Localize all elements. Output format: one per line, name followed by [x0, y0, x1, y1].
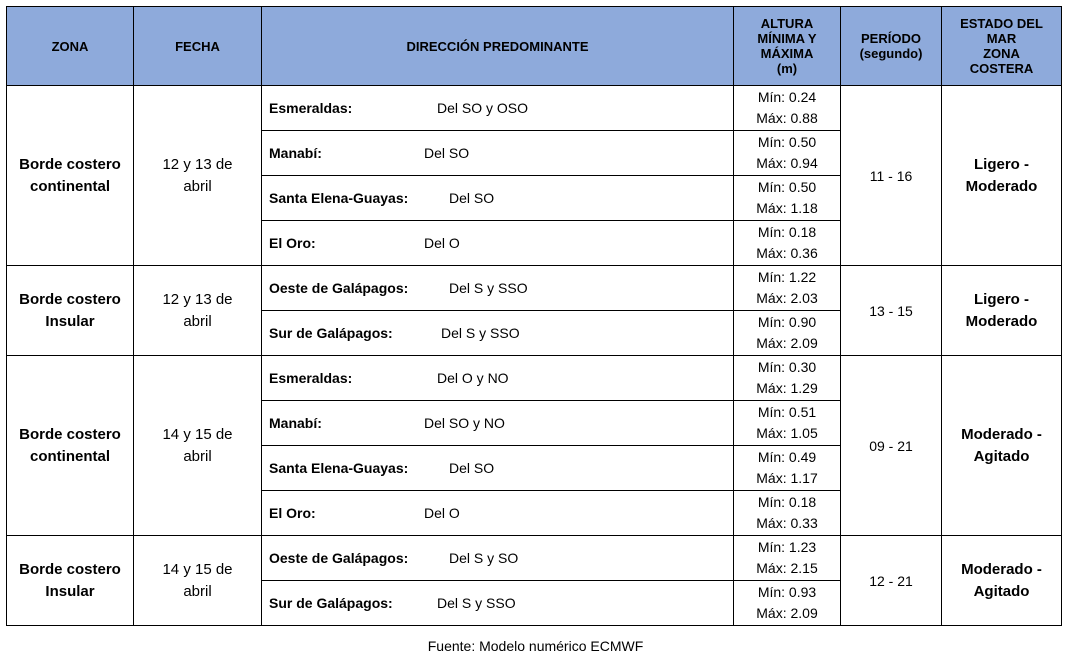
- header-direccion: DIRECCIÓN PREDOMINANTE: [262, 7, 734, 86]
- header-altura-line: MÍNIMA Y: [757, 31, 817, 46]
- place-name: Oeste de Galápagos:: [269, 280, 409, 296]
- place-name: Sur de Galápagos:: [269, 325, 393, 341]
- height-cell: [734, 86, 841, 131]
- header-zona: ZONA: [7, 7, 134, 86]
- direction-cell: [262, 401, 734, 446]
- header-estado-line: ESTADO DEL: [960, 16, 1043, 31]
- height-cell: [734, 131, 841, 176]
- date-line: 14 y 15 de: [162, 425, 233, 443]
- sea-state-line: Moderado: [965, 312, 1038, 330]
- place-name: Manabí:: [269, 145, 322, 161]
- date-cell: [134, 536, 262, 626]
- direction-cell: [262, 86, 734, 131]
- place-name: Esmeraldas:: [269, 100, 353, 116]
- source-caption: Fuente: Modelo numérico ECMWF: [427, 638, 644, 654]
- height-min: Mín: 0.93: [757, 584, 817, 600]
- period-cell: 13 - 15: [841, 266, 942, 356]
- direction-cell: [262, 176, 734, 221]
- direction-cell: [262, 536, 734, 581]
- sea-state-line: Agitado: [973, 582, 1030, 600]
- place-name: Sur de Galápagos:: [269, 595, 393, 611]
- direction-value: Del SO y NO: [424, 415, 505, 431]
- direction-cell: [262, 131, 734, 176]
- height-max: Máx: 1.17: [756, 470, 818, 486]
- height-max: Máx: 2.09: [756, 335, 818, 351]
- header-estado-line: COSTERA: [969, 61, 1034, 76]
- height-cell: [734, 221, 841, 266]
- zone-line: Insular: [45, 312, 95, 330]
- date-line: abril: [183, 177, 212, 195]
- sea-state-cell: [942, 536, 1062, 626]
- zone-line: Borde costero: [19, 290, 121, 308]
- direction-cell: [262, 356, 734, 401]
- height-min: Mín: 0.18: [757, 224, 817, 240]
- height-cell: [734, 176, 841, 221]
- period-cell: 09 - 21: [841, 356, 942, 536]
- period-cell: 12 - 21: [841, 536, 942, 626]
- place-name: Santa Elena-Guayas:: [269, 460, 409, 476]
- direction-value: Del S y SO: [449, 550, 519, 566]
- direction-value: Del O: [424, 505, 460, 521]
- place-name: Oeste de Galápagos:: [269, 550, 409, 566]
- direction-value: Del S y SSO: [449, 280, 528, 296]
- sea-state-line: Agitado: [973, 447, 1030, 465]
- zone-line: continental: [29, 447, 110, 465]
- table-body: [7, 86, 1062, 626]
- table-row: [7, 266, 1062, 311]
- table-row: [7, 86, 1062, 131]
- header-altura-line: MÁXIMA: [760, 46, 814, 61]
- sea-state-cell: [942, 86, 1062, 266]
- height-max: Máx: 1.05: [756, 425, 818, 441]
- height-cell: [734, 401, 841, 446]
- height-max: Máx: 0.36: [756, 245, 818, 261]
- height-max: Máx: 0.94: [756, 155, 818, 171]
- direction-value: Del SO y OSO: [437, 100, 529, 116]
- period-cell: 11 - 16: [841, 86, 942, 266]
- direction-value: Del SO: [449, 190, 495, 206]
- height-max: Máx: 1.29: [756, 380, 818, 396]
- height-max: Máx: 2.03: [756, 290, 818, 306]
- place-name: Manabí:: [269, 415, 322, 431]
- direction-cell: [262, 446, 734, 491]
- height-cell: [734, 536, 841, 581]
- zone-line: Insular: [45, 582, 95, 600]
- direction-value: Del O y NO: [437, 370, 509, 386]
- date-cell: [134, 266, 262, 356]
- header-estado-line: MAR: [986, 31, 1017, 46]
- sea-state-line: Moderado: [965, 177, 1038, 195]
- table-row: [7, 536, 1062, 581]
- zone-cell: [7, 536, 134, 626]
- header-periodo-line: (segundo): [859, 46, 923, 61]
- date-line: abril: [183, 582, 212, 600]
- header-altura: [734, 7, 841, 86]
- height-min: Mín: 0.50: [757, 179, 817, 195]
- direction-value: Del O: [424, 235, 460, 251]
- place-name: El Oro:: [269, 505, 316, 521]
- height-min: Mín: 0.90: [757, 314, 817, 330]
- zone-cell: [7, 266, 134, 356]
- direction-cell: [262, 221, 734, 266]
- height-min: Mín: 0.24: [757, 89, 817, 105]
- zone-line: continental: [29, 177, 110, 195]
- header-estado-line: ZONA: [983, 46, 1020, 61]
- height-min: Mín: 1.22: [757, 269, 817, 285]
- height-min: Mín: 0.49: [757, 449, 817, 465]
- direction-cell: [262, 311, 734, 356]
- header-periodo-line: PERÍODO: [861, 31, 921, 46]
- height-min: Mín: 0.18: [757, 494, 817, 510]
- date-line: abril: [183, 447, 212, 465]
- height-cell: [734, 356, 841, 401]
- sea-state-line: Moderado -: [961, 560, 1042, 578]
- sea-state-cell: [942, 356, 1062, 536]
- height-cell: [734, 311, 841, 356]
- direction-value: Del S y SSO: [437, 595, 516, 611]
- height-cell: [734, 491, 841, 536]
- direction-value: Del S y SSO: [441, 325, 520, 341]
- height-cell: [734, 581, 841, 626]
- height-max: Máx: 2.09: [756, 605, 818, 621]
- place-name: Santa Elena-Guayas:: [269, 190, 409, 206]
- height-max: Máx: 1.18: [756, 200, 818, 216]
- sea-state-cell: [942, 266, 1062, 356]
- zone-cell: [7, 356, 134, 536]
- place-name: Esmeraldas:: [269, 370, 353, 386]
- sea-state-line: Ligero -: [974, 155, 1029, 173]
- zone-line: Borde costero: [19, 560, 121, 578]
- direction-cell: [262, 491, 734, 536]
- direction-value: Del SO: [449, 460, 495, 476]
- header-estado: [942, 7, 1062, 86]
- date-line: 12 y 13 de: [162, 155, 233, 173]
- direction-cell: [262, 266, 734, 311]
- header-altura-line: (m): [776, 61, 798, 76]
- zone-line: Borde costero: [19, 425, 121, 443]
- table-row: [7, 356, 1062, 401]
- height-min: Mín: 0.30: [757, 359, 817, 375]
- height-min: Mín: 1.23: [757, 539, 817, 555]
- height-cell: [734, 266, 841, 311]
- sea-state-line: Ligero -: [974, 290, 1029, 308]
- zone-cell: [7, 86, 134, 266]
- header-fecha: FECHA: [134, 7, 262, 86]
- date-line: 12 y 13 de: [162, 290, 233, 308]
- date-cell: [134, 356, 262, 536]
- place-name: El Oro:: [269, 235, 316, 251]
- header-altura-line: ALTURA: [760, 16, 814, 31]
- height-max: Máx: 2.15: [756, 560, 818, 576]
- sea-state-line: Moderado -: [961, 425, 1042, 443]
- direction-value: Del SO: [424, 145, 470, 161]
- height-max: Máx: 0.88: [756, 110, 818, 126]
- height-min: Mín: 0.51: [757, 404, 817, 420]
- date-cell: [134, 86, 262, 266]
- header-row: [7, 7, 1062, 86]
- forecast-table: [6, 6, 1062, 626]
- direction-cell: [262, 581, 734, 626]
- zone-line: Borde costero: [19, 155, 121, 173]
- date-line: 14 y 15 de: [162, 560, 233, 578]
- header-periodo: [841, 7, 942, 86]
- height-min: Mín: 0.50: [757, 134, 817, 150]
- height-max: Máx: 0.33: [756, 515, 818, 531]
- date-line: abril: [183, 312, 212, 330]
- height-cell: [734, 446, 841, 491]
